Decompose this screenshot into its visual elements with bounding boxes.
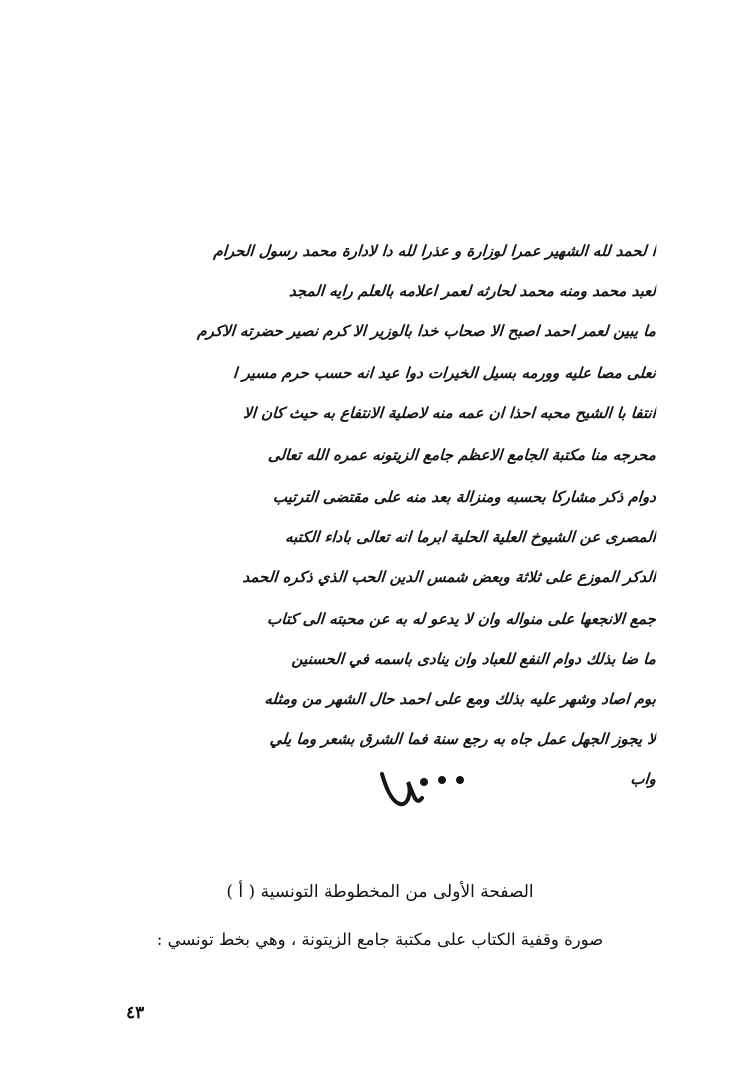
closing-flourish-mark [378,762,488,822]
manuscript-line: لعبد محمد ومنه محمد لحارثه لعمر اعلامه بالعلم رايه المجد [288,282,657,300]
manuscript-line: ما ضا بذلك دوام النفع للعباد وان ينادى باسمه في الحسنين [291,650,657,668]
manuscript-image [178,232,656,812]
manuscript-line: بوم اصاد وشهر عليه بذلك ومع على احمد حال الشهر من ومثله [263,690,657,708]
manuscript-line: ا لحمد لله الشهير عمرا لوزارة و عذرا لله دا لادارة محمد رسول الحرام [212,242,657,260]
manuscript-line: واب [629,770,657,788]
page-number: ٤٣ [126,1003,145,1023]
manuscript-line: دوام ذكر مشاركا بحسبه ومنزالة بعد منه على مقتضى الترتيب [272,488,657,506]
manuscript-line: انتفا با الشيح محبه احذا ان عمه منه لاصلية الانتفاع به حيث كان الا [242,404,657,422]
manuscript-line: محرجه منا مكتبة الجامع الاعظم جامع الزيتونه عمره الله تعالى [267,446,657,464]
manuscript-line: الدكر الموزع على ثلاثة وبعض شمس الدين الحب الذي ذكره الحمد [241,568,657,586]
manuscript-line: ما يبين لعمر احمد اصبح الا صحاب خدا بالوزير الا كرم نصير حضرته الاكرم [196,322,657,340]
manuscript-line: المصرى عن الشيوخ العلية الحلية ابرما انه تعالى باداء الكتبه [284,528,657,546]
caption-description: صورة وقفية الكتاب على مكتبة جامع الزيتونة ، وهي بخط تونسي : [156,930,604,949]
caption-title: الصفحة الأولى من المخطوطة التونسية ( أ ) [226,882,534,902]
manuscript-line: نعلى مصا عليه وورمه بسيل الخيرات دوا عيد انه حسب حرم مسير ا [232,364,657,382]
manuscript-line: جمع الانجعها على منواله وان لا يدعو له به عن محبته الى كتاب [266,610,657,628]
manuscript-line: لا يجوز الجهل عمل جاه به رجع سنة فما الشرق بشعر وما يلي [269,730,657,748]
